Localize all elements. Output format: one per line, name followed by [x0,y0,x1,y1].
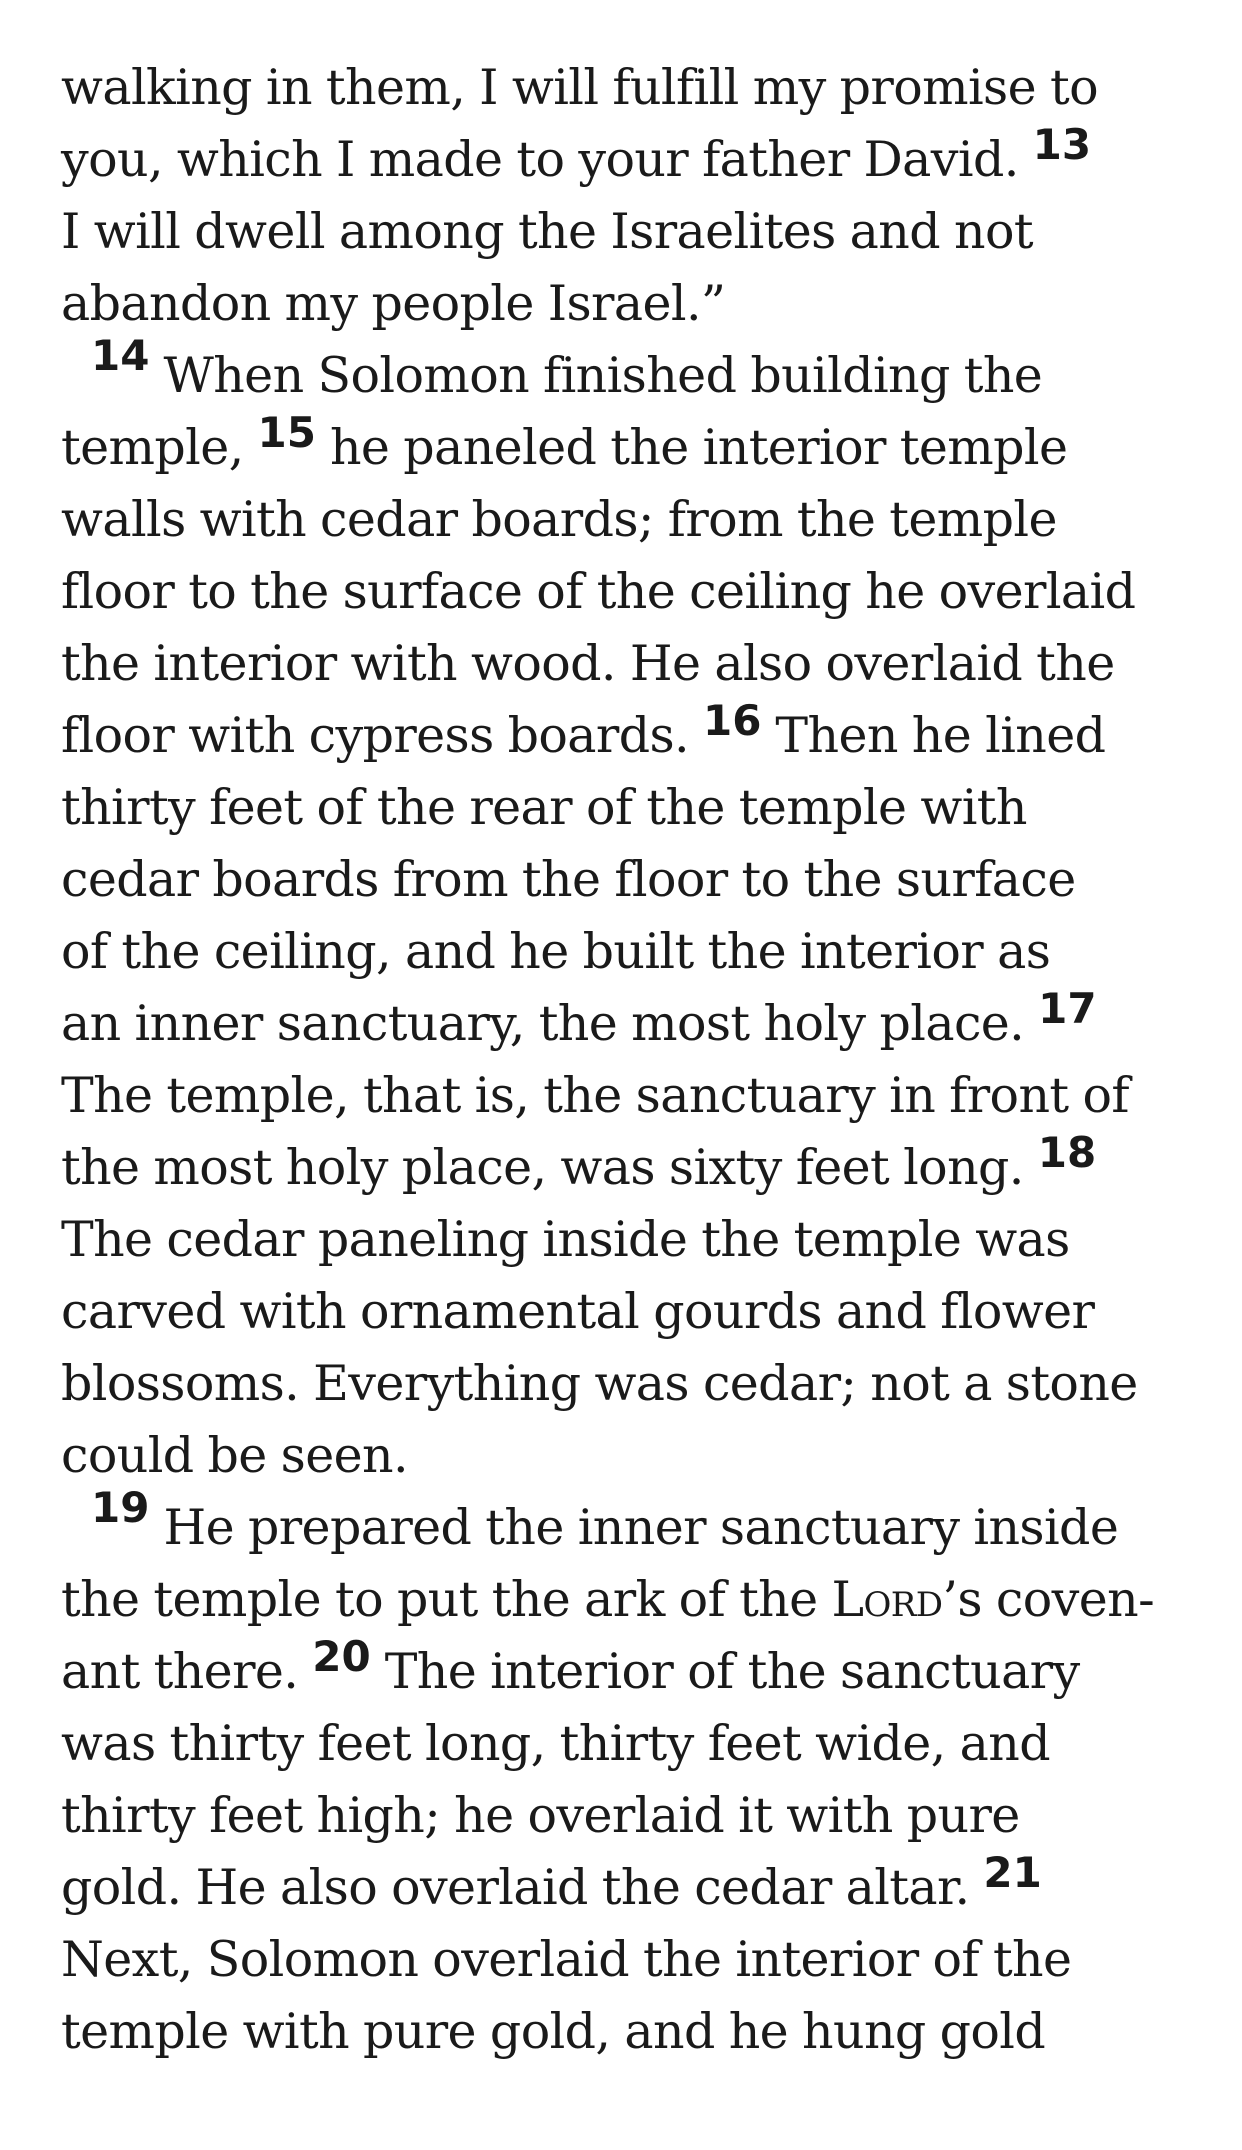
text-line [61,772,1221,844]
verse-number: 20 [312,1632,371,1681]
verse-number: 19 [91,1483,150,1532]
text-line [61,1708,1221,1780]
verse-number: 21 [983,1848,1042,1897]
text-run: ant there. [61,1643,313,1700]
text-run: you, which I made to your father David. [61,131,1033,188]
text-run: cedar boards from the floor to the surface [61,851,1076,908]
text-line [61,52,1221,124]
verse-number: 13 [1032,120,1092,169]
text-run: He prepared the inner sanctuary inside [163,1499,1119,1556]
text-run: walls with cedar boards; from the temple [61,491,1057,548]
text-line [61,1060,1221,1132]
text-run: temple with pure gold, and he hung gold [61,2003,1046,2060]
text-line [61,916,1221,988]
text-run: I will dwell among the Israelites and not [61,203,1033,260]
text-run: The temple, that is, the sanctuary in front of [61,1067,1129,1124]
text-run: the most holy place, was sixty feet long. [61,1139,1038,1196]
text-run: Next, Solomon overlaid the interior of the [61,1931,1072,1988]
text-line [61,696,1221,772]
verse-number: 14 [91,331,150,380]
text-run: could be seen. [61,1427,408,1484]
text-line [61,628,1221,700]
text-run: an inner sanctuary, the most holy place. [61,995,1039,1052]
text-line [61,268,1221,340]
text-line [61,331,1221,412]
text-line [61,1420,1221,1492]
text-line [61,1996,1221,2068]
text-run: was thirty feet long, thirty feet wide, and [61,1715,1050,1772]
text-run: ’s coven- [942,1571,1155,1628]
divine-name: Lord [831,1571,943,1628]
text-run: floor to the surface of the ceiling he overlaid [61,563,1136,620]
text-line [61,196,1221,268]
verse-number: 16 [703,696,762,745]
text-run: The cedar paneling inside the temple was [61,1211,1070,1268]
text-run: carved with ornamental gourds and flower [61,1283,1095,1340]
text-line [61,556,1221,628]
text-run: blossoms. Everything was cedar; not a stone [61,1355,1138,1412]
text-run: Then he lined [761,707,1106,764]
text-line [61,1632,1221,1708]
text-run: abandon my people Israel.” [61,275,726,332]
text-run: gold. He also overlaid the cedar altar. [61,1859,984,1916]
text-run: The interior of the sanctuary [370,1643,1080,1700]
verse-number: 15 [257,408,316,457]
verse-number: 18 [1037,1128,1097,1177]
text-line [61,408,1221,484]
text-run: When Solomon finished building the [163,347,1043,404]
text-run: the temple to put the ark of the [61,1571,832,1628]
text-line [61,1780,1221,1852]
text-run: thirty feet high; he overlaid it with pure [61,1787,1020,1844]
verse-number: 17 [1038,984,1097,1033]
text-run: of the ceiling, and he built the interior as [61,923,1051,980]
scripture-text [61,52,1221,2068]
text-line [61,1848,1221,1924]
text-line [61,984,1221,1060]
text-run: temple, [61,419,258,476]
text-line [61,1924,1221,1996]
text-run: floor with cypress boards. [61,707,703,764]
text-run: he paneled the interior temple [316,419,1068,476]
text-line [61,1483,1221,1564]
text-line [61,1348,1221,1420]
text-line [61,484,1221,556]
text-line [61,120,1221,196]
text-run: the interior with wood. He also overlaid the [61,635,1115,692]
text-line [61,844,1221,916]
text-line [61,1564,1221,1636]
text-run: walking in them, I will fulfill my promise to [61,59,1098,116]
text-run: thirty feet of the rear of the temple with [61,779,1027,836]
text-line [61,1276,1221,1348]
text-line [61,1204,1221,1276]
text-line [61,1128,1221,1204]
